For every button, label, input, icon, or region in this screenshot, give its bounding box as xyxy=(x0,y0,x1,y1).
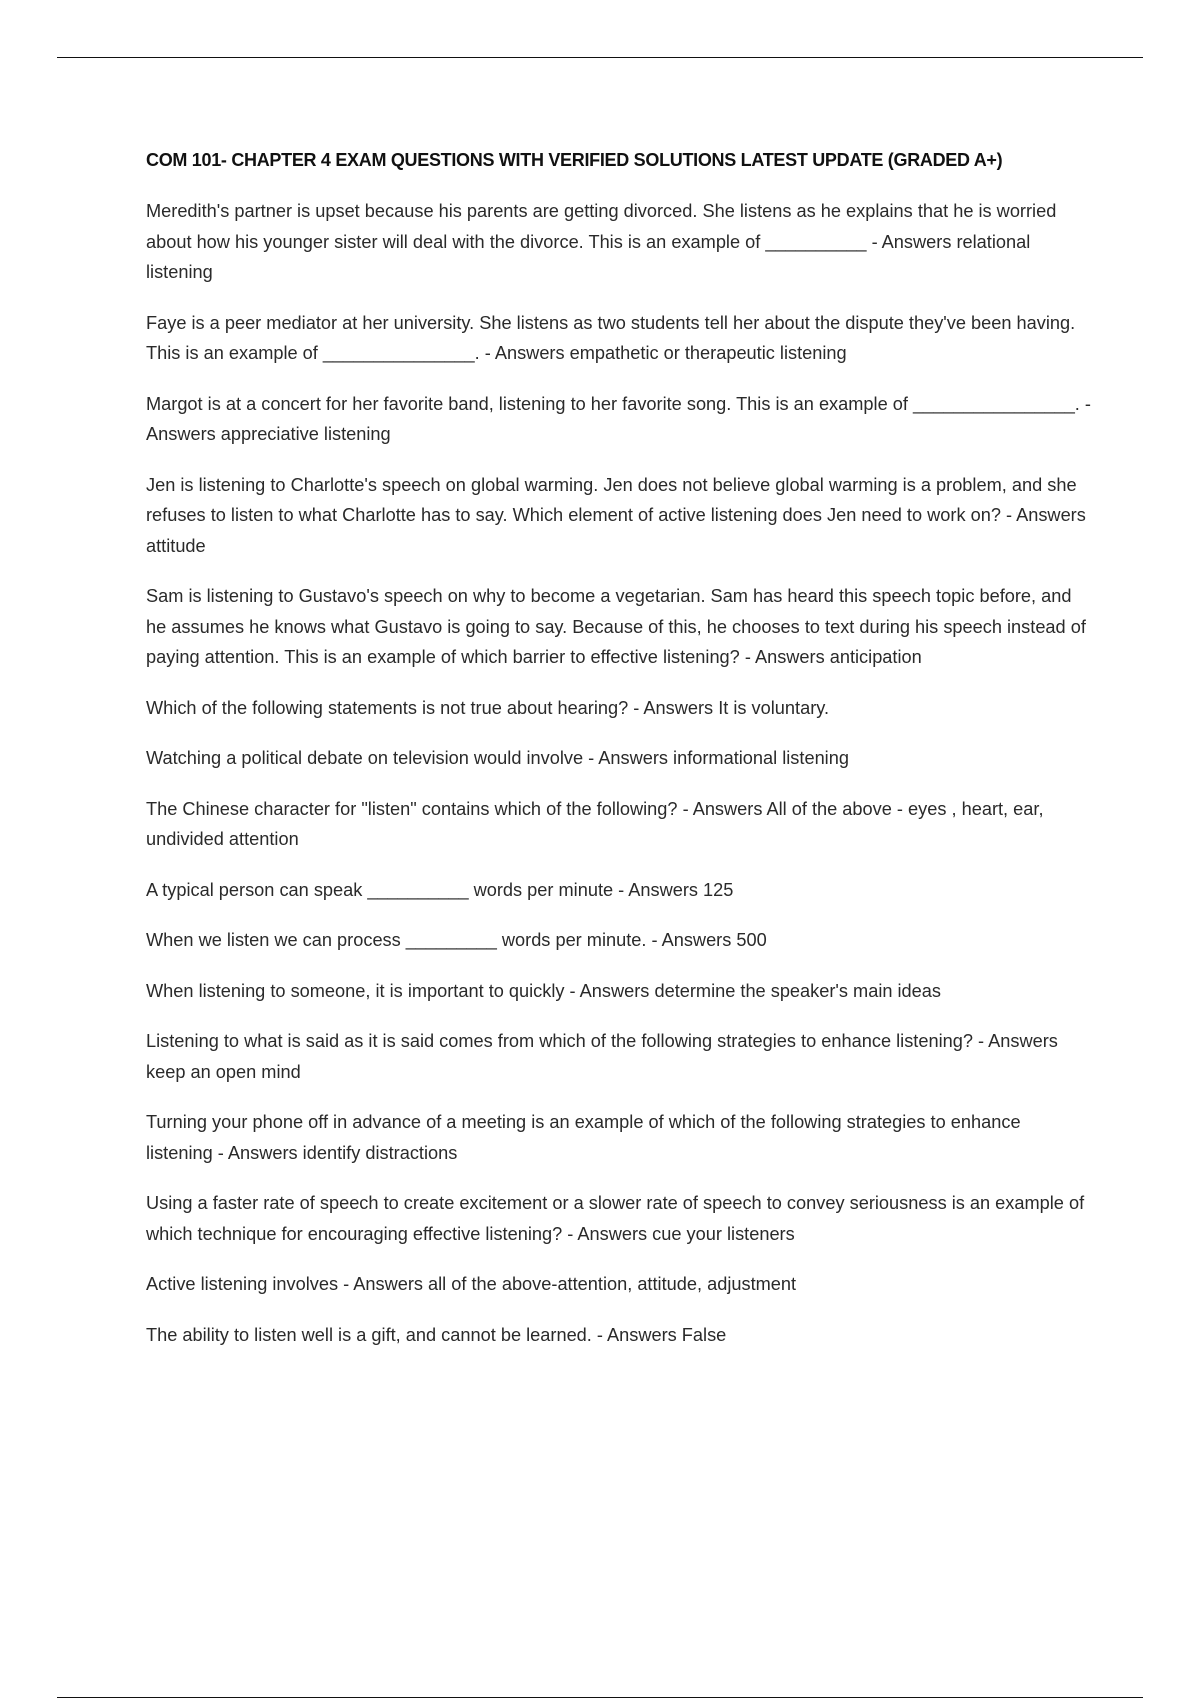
qa-item: Which of the following statements is not true about hearing? - Answers It is voluntary. xyxy=(146,697,830,718)
bottom-rule xyxy=(57,1697,1143,1698)
qa-item: Active listening involves - Answers all of the above-attention, attitude, adjustment xyxy=(146,1274,797,1294)
qa-item: Faye is a peer mediator at her university. She listens as two students tell her about the dispute they've been having. This is an example of _______________. - Answers empathetic or therapeutic listening xyxy=(146,312,1076,363)
qa-item: Listening to what is said as it is said comes from which of the following strategies to enhance listening? - Answers keep an open mind xyxy=(146,1031,1058,1082)
qa-item: Sam is listening to Gustavo's speech on why to become a vegetarian. Sam has heard this speech topic before, and he assumes he knows what Gustavo is going to say. Because of this, he chooses to text during his speech instead of paying attention. This is an example of which barrier to effective listening? - Answers anticipation xyxy=(146,586,1086,667)
qa-item: When listening to someone, it is important to quickly - Answers determine the speaker's main ideas xyxy=(146,980,942,1001)
qa-item: Meredith's partner is upset because his parents are getting divorced. She listens as he explains that he is worried about how his younger sister will deal with the divorce. This is an example of __________ - Answers relational listening xyxy=(146,201,1057,282)
top-rule xyxy=(57,57,1143,58)
qa-item: The Chinese character for "listen" contains which of the following? - Answers All of the above - eyes , heart, ear, undivided attention xyxy=(146,798,1044,849)
document-title: COM 101- CHAPTER 4 EXAM QUESTIONS WITH VERIFIED SOLUTIONS LATEST UPDATE (GRADED A+) xyxy=(146,150,1003,170)
qa-item: Watching a political debate on television would involve - Answers informational listening xyxy=(146,748,849,768)
qa-item: Jen is listening to Charlotte's speech on global warming. Jen does not believe global warming is a problem, and she refuses to listen to what Charlotte has to say. Which element of active listening does Jen need to work on? - Answers attitude xyxy=(146,474,1086,556)
qa-list xyxy=(146,196,1091,1350)
qa-item: The ability to listen well is a gift, and cannot be learned. - Answers False xyxy=(146,1324,727,1345)
qa-item: Turning your phone off in advance of a meeting is an example of which of the following strategies to enhance listening - Answers identify distractions xyxy=(146,1112,1021,1163)
qa-item: Using a faster rate of speech to create excitement or a slower rate of speech to convey seriousness is an example of which technique for encouraging effective listening? - Answers cue your listeners xyxy=(146,1193,1085,1244)
qa-item: When we listen we can process _________ words per minute. - Answers 500 xyxy=(146,930,767,950)
qa-item: A typical person can speak __________ words per minute - Answers 125 xyxy=(146,879,734,900)
document-body xyxy=(146,146,1091,1370)
qa-item: Margot is at a concert for her favorite band, listening to her favorite song. This is an example of ________________. - Answers appreciative listening xyxy=(146,393,1091,444)
